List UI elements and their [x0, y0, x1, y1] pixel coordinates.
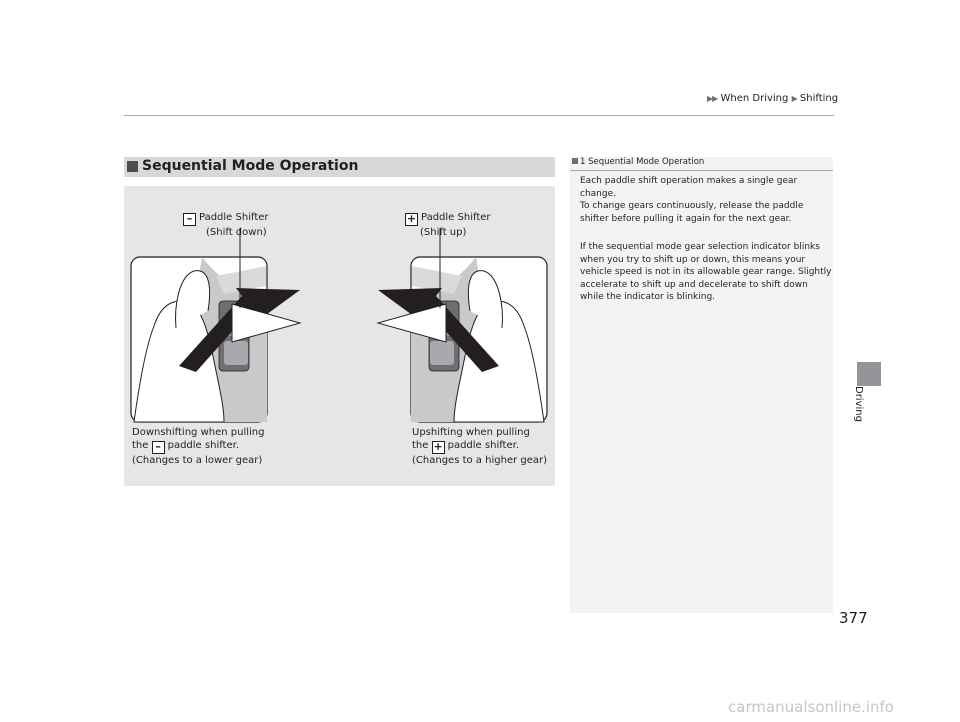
upshift-caption	[412, 426, 547, 467]
double-arrow-icon: ▶▶	[707, 94, 718, 103]
chapter-tab	[857, 362, 881, 386]
arrow-icon: ▶	[791, 94, 797, 103]
note-header-title: Sequential Mode Operation	[588, 157, 705, 167]
note-header-number: 1	[580, 157, 586, 167]
breadcrumb-item-when-driving: When Driving	[720, 93, 789, 104]
minus-paddle-icon: –	[183, 213, 196, 226]
page-number: 377	[839, 609, 868, 627]
note-sidebar	[570, 157, 833, 613]
downshift-callout	[183, 211, 269, 239]
minus-paddle-icon: –	[152, 441, 165, 454]
downshift-caption-rest: paddle shifter.	[167, 440, 240, 451]
header-divider	[124, 115, 834, 116]
upshift-caption-line3: (Changes to a higher gear)	[412, 455, 547, 466]
upshift-caption-line1: Upshifting when pulling	[412, 427, 530, 438]
plus-paddle-icon: +	[406, 212, 417, 225]
upshift-callout-subtitle: (Shift up)	[420, 227, 467, 238]
downshift-callout-subtitle: (Shift down)	[206, 227, 267, 238]
breadcrumb-item-shifting: Shifting	[799, 93, 839, 104]
section-title-bar	[124, 157, 555, 177]
note-paragraph-2: If the sequential mode gear selection indicator blinks when you try to shift up or down, this means your vehicle speed is not in its allowable gear range. Slightly accelerate to shift up and decelerate to shift down while the indicator is blinking.	[580, 242, 832, 302]
upshift-illustration	[378, 228, 547, 422]
paddle-shifter-figure	[124, 186, 555, 486]
note-paragraph-1: Each paddle shift operation makes a single gear change. To change gears continuously, release the paddle shifter before pulling it again for the next gear.	[580, 176, 804, 224]
section-square-icon	[127, 161, 138, 172]
section-title: Sequential Mode Operation	[142, 158, 359, 174]
downshift-illustration	[131, 228, 300, 422]
upshift-caption-rest: paddle shifter.	[447, 440, 520, 451]
downshift-caption-line1: Downshifting when pulling	[132, 427, 265, 438]
downshift-caption-the: the	[132, 440, 149, 451]
upshift-caption-the: the	[412, 440, 429, 451]
downshift-callout-title: Paddle Shifter	[199, 212, 269, 223]
watermark: carmanualsonline.info	[728, 698, 894, 716]
upshift-callout	[405, 211, 491, 239]
breadcrumb	[707, 93, 838, 104]
note-marker-icon	[572, 158, 578, 164]
upshift-callout-title: Paddle Shifter	[421, 212, 491, 223]
downshift-caption-line3: (Changes to a lower gear)	[132, 455, 263, 466]
note-header	[572, 157, 704, 167]
plus-paddle-icon: +	[433, 440, 443, 453]
downshift-caption	[132, 426, 264, 467]
chapter-tab-label: Driving	[853, 386, 864, 422]
note-divider	[570, 170, 833, 171]
